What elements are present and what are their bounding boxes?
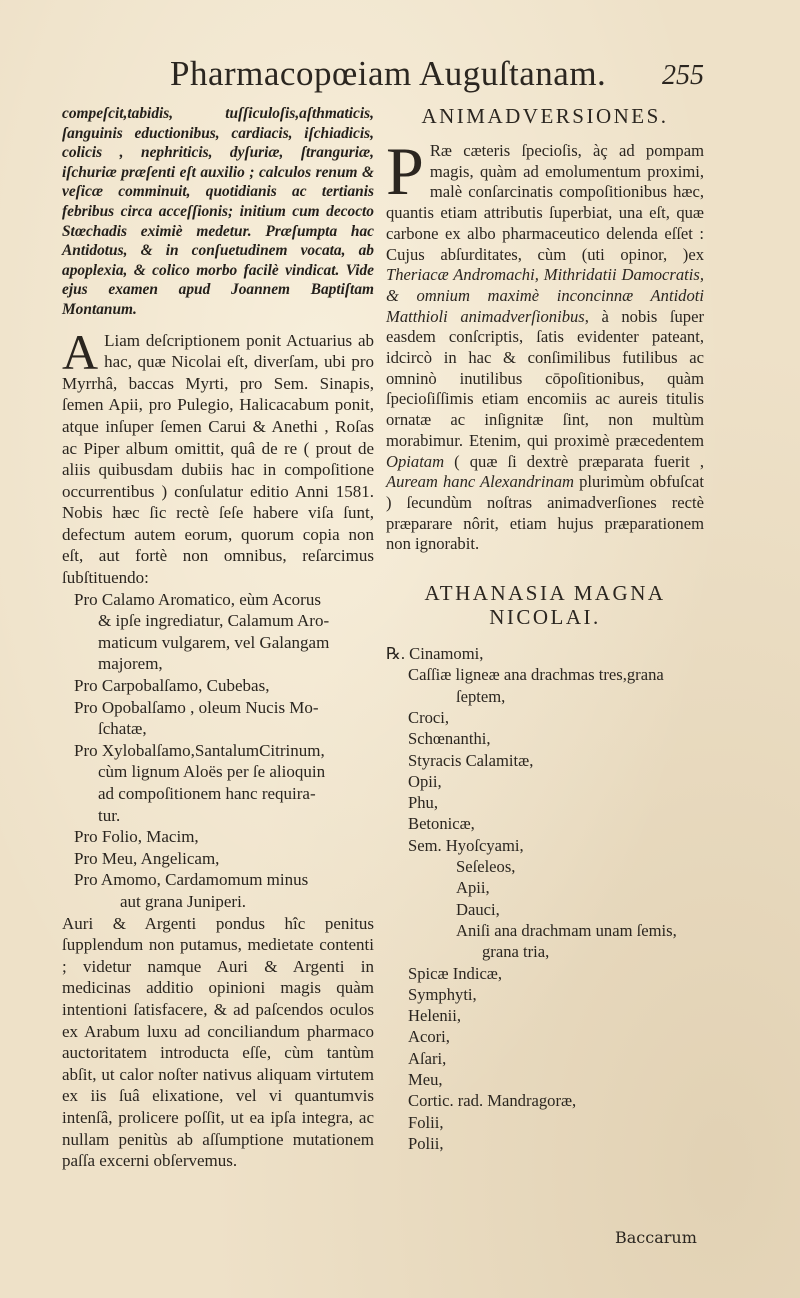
substitution-line: Pro Folio, Macim, xyxy=(74,827,199,847)
recipe-ingredient: Acori, xyxy=(408,1027,450,1047)
animadversiones-heading: ANIMADVERSIONES. xyxy=(421,104,669,128)
recipe-ingredient: Apii, xyxy=(456,878,490,898)
recipe-ingredient: Spicæ Indicæ, xyxy=(408,963,503,983)
page-number: 255 xyxy=(662,60,704,91)
substitution-list xyxy=(62,589,374,913)
paragraph-text: plurimùm obfuſcat ) ſecundùm noſtras animadverſiones rectè præparare nôrit, etiam hujus præparationem non ignorabit. xyxy=(386,472,704,554)
left-column xyxy=(62,104,374,1172)
right-column xyxy=(386,104,704,1154)
paragraph-text: Ræ cæteris ſpecioſis, àç ad pompam magis, quàm ad emolumentum proximi, malè conſarcinatis compoſitionibus hæc, quantis etiam attributis ſuperbiat, una eſt, quæ carbone ex albo pharmaceutico delenda eſſet : Cujus abſurditates, cùm (uti opinor, )ex xyxy=(386,141,704,264)
recipe-ingredient: Phu, xyxy=(408,793,438,813)
running-title: Pharmacopœiam Auguſtanam. xyxy=(170,54,607,93)
substitution-line: Pro Opobalſamo , oleum Nucis Mo- xyxy=(74,697,319,717)
recipe-ingredient: ℞. Cinamomi, xyxy=(386,644,484,664)
recipe-ingredient: Aſari, xyxy=(408,1048,447,1068)
substitution-line: Pro Calamo Aromatico, eùm Acorus xyxy=(74,589,321,609)
recipe-ingredient: Meu, xyxy=(408,1070,443,1089)
recipe-ingredient: Caſſiæ ligneæ ana drachmas tres,grana xyxy=(408,665,664,685)
recipe-ingredient: grana tria, xyxy=(482,942,550,962)
italic-reference: Opiatam xyxy=(386,451,445,471)
recipe-ingredient: Folii, xyxy=(408,1112,444,1132)
recipe-ingredient: Croci, xyxy=(408,707,450,727)
italic-paragraph: compeſcit,tabidis, tuſſiculoſis,aſthmaticis, ſanguinis eductionibus, cardiacis, iſchiadicis, colicis , nephriticis, dyſuriæ, ſtranguriæ, iſchuriæ præſenti eſt auxilio ; calculos renum & veſicæ comminuit, quotidianis ac tertianis febribus circa acceſſionis; initium cum decocto Stœchadis eximiè medetur. Præſumpta hac Antidotus, & in conſuetudinem vocata, ab apoplexia, & colico morbo facilè vindicat. Vide ejus examen apud Joannem Baptiſtam Montanum. xyxy=(62,105,374,318)
substitution-line: maticum vulgarem, vel Galangam xyxy=(98,632,330,652)
recipe-list xyxy=(386,643,704,1154)
recipe-ingredient: Opii, xyxy=(408,771,442,791)
substitution-line: cùm lignum Aloës per ſe alioquin xyxy=(98,762,326,782)
recipe-ingredient: Polii, xyxy=(408,1133,444,1153)
paragraph-actuarius xyxy=(62,323,374,589)
nicolai-heading: NICOLAI. xyxy=(489,605,601,630)
substitution-line: Pro Meu, Angelicam, xyxy=(74,848,220,868)
substitution-line: Pro Xylobalſamo,SantalumCitrinum, xyxy=(74,740,325,760)
page-header xyxy=(0,54,800,104)
recipe-ingredient: Cortic. rad. Mandragoræ, xyxy=(408,1091,577,1111)
recipe-ingredient: Aniſi ana drachmam unam ſemis, xyxy=(456,920,677,940)
drop-cap-a: A xyxy=(62,323,99,380)
recipe-ingredient: Betonicæ, xyxy=(408,814,475,834)
substitution-line: aut grana Juniperi. xyxy=(120,891,247,911)
recipe-ingredient: Symphyti, xyxy=(408,984,477,1004)
substitution-line: & ipſe ingrediatur, Calamum Aro- xyxy=(98,611,330,631)
recipe-ingredient: Schœnanthi, xyxy=(408,729,491,749)
paragraph-actuarius-text: Liam deſcriptionem ponit Actuarius ab hac, quæ Nicolai eſt, diverſam, ubi pro Myrrhâ, baccas Myrti, pro Sem. Sinapis, ſemen Apii, pro Pulegio, Halicacabum ponit, atque inſuper ſemen Carui & Anethi , Roſas ac Piper album omittit, quâ de re ( prout de aliis quibusdam dubiis hac in compoſitione occurrentibus ) conſulatur editio Anni 1581. Nobis hæc ſic rectè ſeſe habere viſa ſunt, defectum autem eorum, quorum copia non eſt, aut fortè non omnibus, reſarcimus ſubſtituendo: xyxy=(62,330,374,588)
substitution-line: Pro Carpobalſamo, Cubebas, xyxy=(74,676,270,696)
recipe-ingredient: Dauci, xyxy=(456,899,500,919)
substitution-line: tur. xyxy=(98,805,121,825)
substitution-line: ad compoſitionem hanc requira- xyxy=(98,784,316,803)
catchword: Baccarum xyxy=(615,1228,697,1247)
athanasia-heading: ATHANASIA MAGNA xyxy=(424,581,666,606)
drop-cap-p: P xyxy=(386,133,424,209)
italic-reference: Theriacæ Andromachi, Mithridatii Damocratis, & omnium maximè inconcinnæ Antidoti Matthioli animadverſionibus xyxy=(386,265,704,326)
recipe-ingredient: ſeptem, xyxy=(456,686,506,706)
recipe-ingredient: Styracis Calamitæ, xyxy=(408,750,534,770)
italic-reference: Auream hanc Alexandrinam xyxy=(386,472,575,492)
substitution-line: Pro Amomo, Cardamomum minus xyxy=(74,870,309,890)
substitution-line: ſchatæ, xyxy=(98,719,147,739)
recipe-ingredient: Helenii, xyxy=(408,1006,461,1026)
recipe-ingredient: Seſeleos, xyxy=(456,857,516,877)
recipe-ingredient: Sem. Hyoſcyami, xyxy=(408,835,524,855)
substitution-line: majorem, xyxy=(98,654,163,674)
animadversiones-paragraph xyxy=(386,133,704,555)
paragraph-text: , à nobis ſuper easdem conſcriptis, ſatis evidenter pateant, idcircò in hac & conſimilibus futilibus ac omninò inutilibus cōpoſitionibus, quàm ſpecioſiſſimis etiam encomiis ac aureis titulis ornatæ ac inſignitæ ſint, non multùm morabimur. Etenim, qui proximè præcedentem xyxy=(386,306,704,450)
paragraph-text: ( quæ ſi dextrè præparata fuerit , xyxy=(444,451,704,471)
paragraph-auri: Auri & Argenti pondus hîc penitus ſupplendum non putamus, medietate contenti ; videtur namque Auri & Argenti in medicinas additio opinioni magis quàm intentioni ſatisfacere, & ad paſcendos oculos ex Arabum luxu ad conciliandum pharmaco auctoritatem introducta eſſe, cùm tantùm abſit, ut calor noſter nativus aliquam virtutem ex iis ſuâ elixatione, vel vi quantumvis intenſâ, prolicere poſſit, ut ea ipſa integra, ac nullam penitùs ab aſſumptione mutationem paſſa excerni obſervemus. xyxy=(62,913,374,1171)
